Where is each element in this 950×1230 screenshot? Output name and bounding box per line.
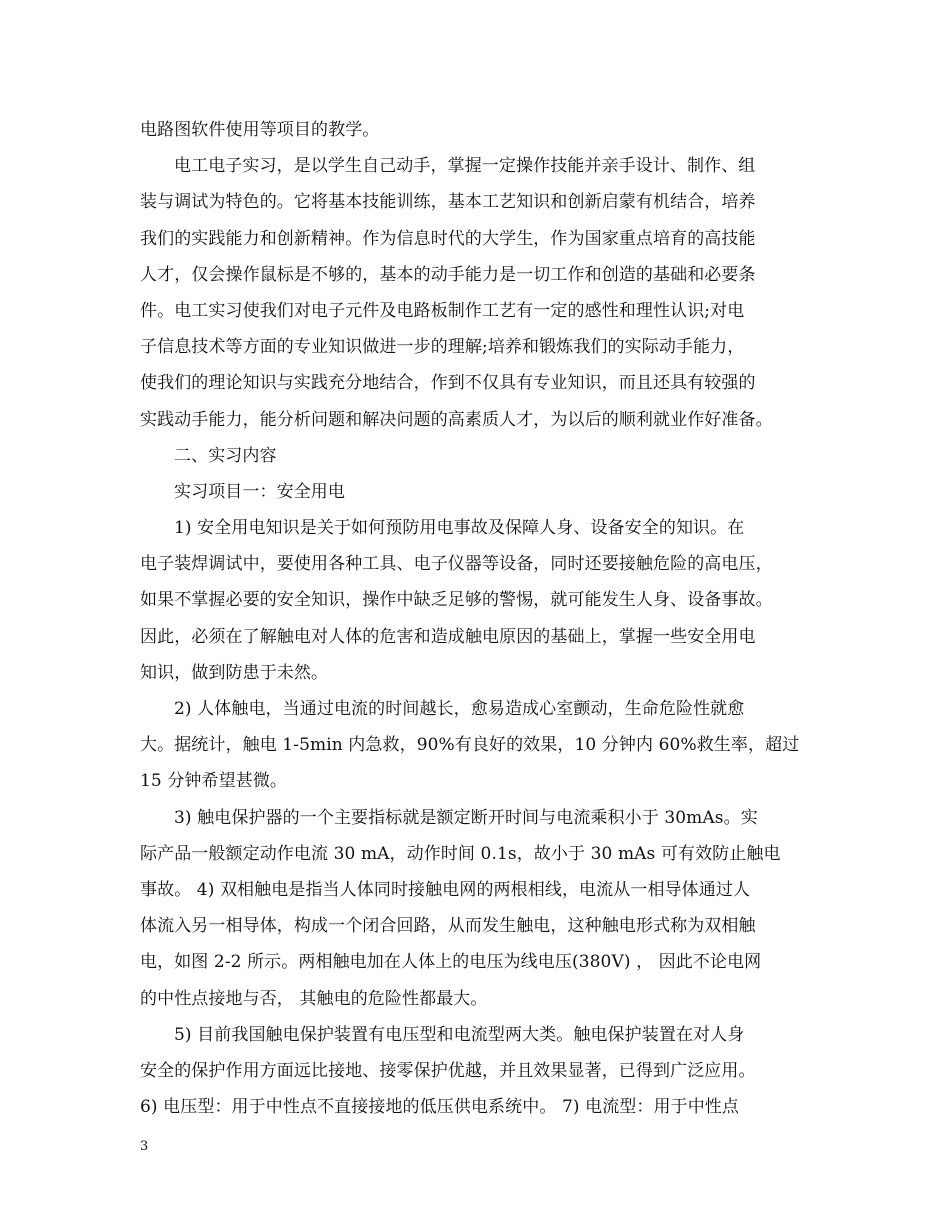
text-line: 知识，做到防患于未然。: [140, 662, 329, 683]
text-line: 大。据统计，触电 1-5min 内急救，90%有良好的效果，10 分钟内 60%救生率，超过: [140, 735, 800, 756]
text-line: 使我们的理论知识与实践充分地结合，作到不仅具有专业知识，而且还具有较强的: [140, 373, 756, 394]
text-line: 1) 安全用电知识是关于如何预防用电事故及保障人身、设备安全的知识。在: [174, 518, 745, 539]
text-line: 件。电工实习使我们对电子元件及电路板制作工艺有一定的感性和理性认识;对电: [140, 300, 745, 321]
text-line: 电路图软件使用等项目的教学。: [140, 120, 380, 140]
text-line: 电工电子实习，是以学生自己动手，掌握一定操作技能并亲手设计、制作、组: [174, 156, 756, 177]
text-line: 2) 人体触电，当通过电流的时间越长，愈易造成心室颤动，生命危险性就愈: [174, 699, 745, 719]
text-line: 电，如图 2-2 所示。两相触电加在人体上的电压为线电压(380V) ， 因此不论电网: [140, 952, 762, 973]
text-line: 人才，仅会操作鼠标是不够的，基本的动手能力是一切工作和创造的基础和必要条: [140, 264, 756, 285]
text-line: 如果不掌握必要的安全知识，操作中缺乏足够的警惕，就可能发生人身、设备事故。: [140, 590, 773, 611]
text-line: 装与调试为特色的。它将基本技能训练，基本工艺知识和创新启蒙有机结合，培养: [140, 192, 756, 213]
text-line: 因此，必须在了解触电对人体的危害和造成触电原因的基础上，掌握一些安全用电: [140, 626, 756, 647]
text-line: 的中性点接地与否， 其触电的危险性都最大。: [140, 988, 488, 1009]
text-line: 我们的实践能力和创新精神。作为信息时代的大学生，作为国家重点培育的高技能: [140, 228, 756, 249]
text-line: 电子装焊调试中，要使用各种工具、电子仪器等设备，同时还要接触危险的高电压，: [140, 554, 773, 575]
text-line: 安全的保护作用方面远比接地、接零保护优越，并且效果显著，已得到广泛应用。: [140, 1060, 756, 1081]
text-line: 5) 目前我国触电保护装置有电压型和电流型两大类。触电保护装置在对人身: [174, 1024, 745, 1045]
text-line: 3) 触电保护器的一个主要指标就是额定断开时间与电流乘积小于 30mAs。实: [174, 807, 758, 828]
text-line: 事故。 4) 双相触电是指当人体同时接触电网的两根相线，电流从一相导体通过人: [140, 879, 751, 900]
text-line: 15 分钟希望甚微。: [140, 771, 288, 792]
text-line: 6) 电压型：用于中性点不直接接地的低压供电系统中。 7) 电流型：用于中性点: [140, 1097, 740, 1118]
page-number: 3: [140, 1139, 149, 1154]
body-text: [140, 112, 820, 1125]
text-line: 际产品一般额定动作电流 30 mA，动作时间 0.1s，故小于 30 mAs 可有效防止触电: [140, 843, 781, 864]
text-line: 实习项目一：安全用电: [174, 481, 345, 502]
text-line: 二、实习内容: [174, 445, 277, 466]
text-line: 子信息技术等方面的专业知识做进一步的理解;培养和锻炼我们的实际动手能力，: [140, 337, 745, 358]
text-line: 体流入另一相导体，构成一个闭合回路，从而发生触电，这种触电形式称为双相触: [140, 916, 756, 937]
text-line: 实践动手能力，能分析问题和解决问题的高素质人才，为以后的顺利就业作好准备。: [140, 409, 773, 430]
